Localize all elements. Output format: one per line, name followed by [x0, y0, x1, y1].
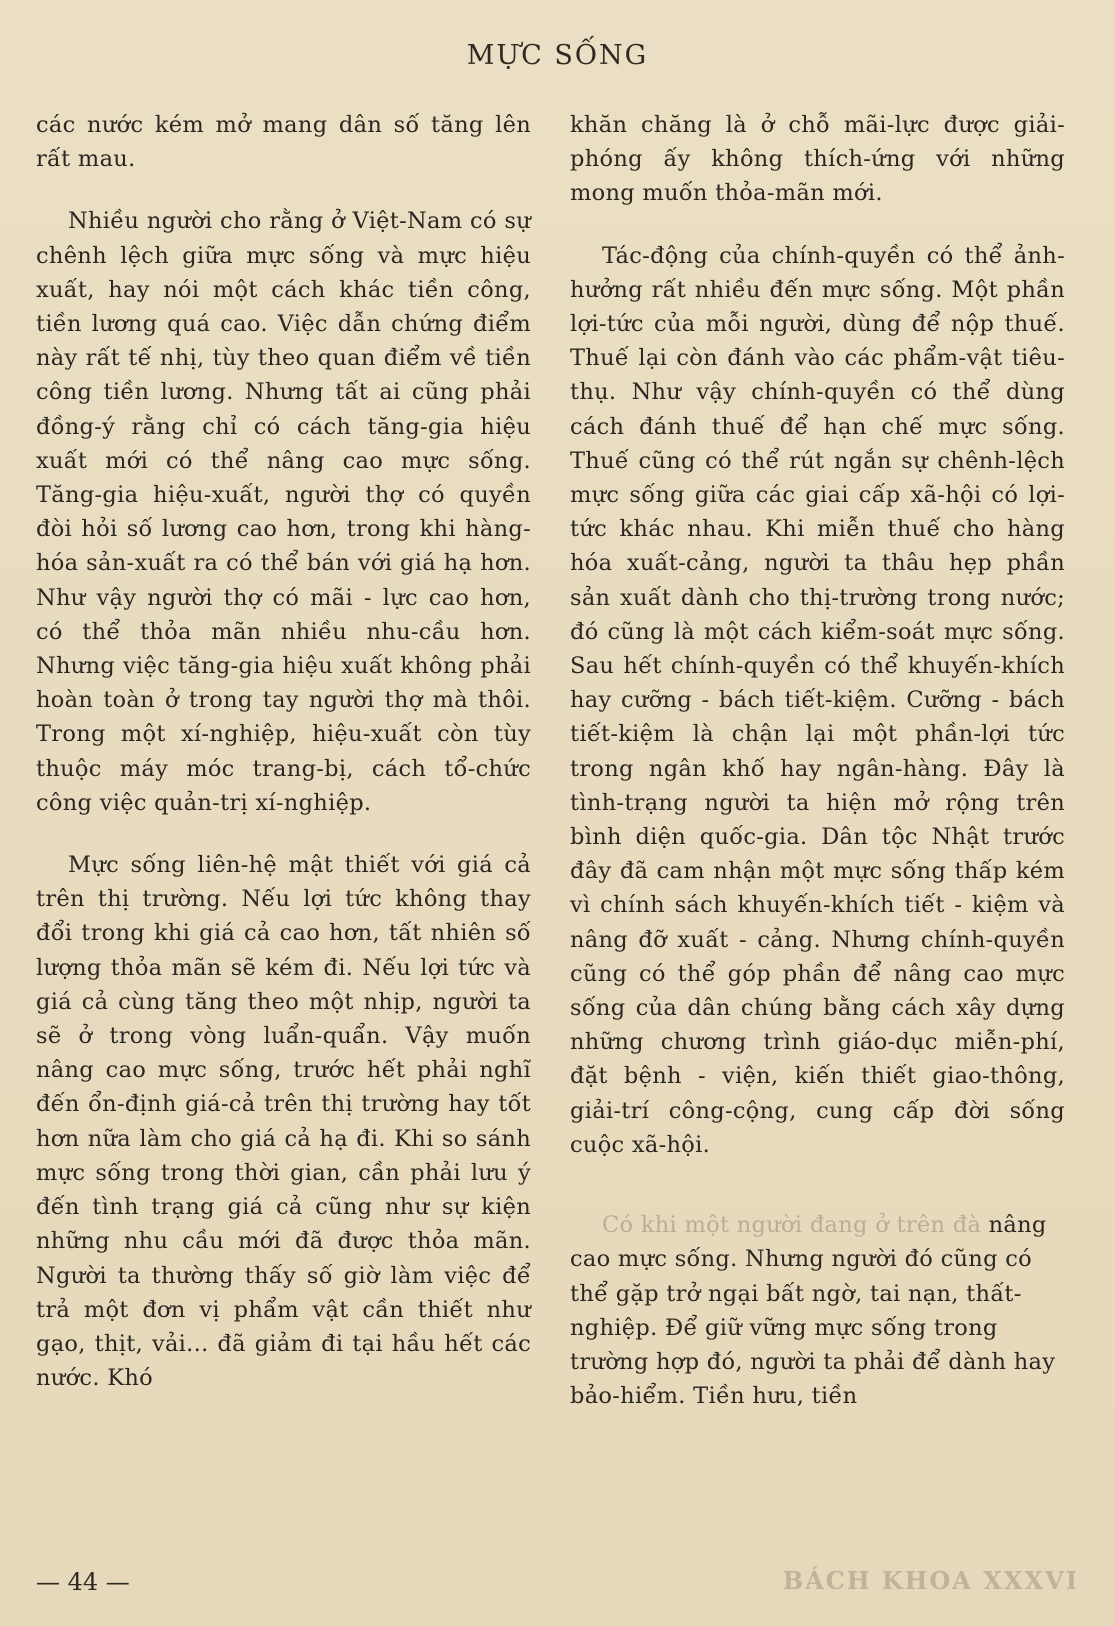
paragraph: Nhiều người cho rằng ở Việt-Nam có sự chênh lệch giữa mực sống và mực hiệu xuất, hay nói một cách khác tiền công, tiền lương quá cao. Việc dẫn chứng điểm này rất tế nhị, tùy theo quan điểm về tiền công tiền lương. Nhưng tất ai cũng phải đồng-ý rằng chỉ có cách tăng-gia hiệu xuất mới có thể nâng cao mực sống. Tăng-gia hiệu-xuất, người thợ có quyền đòi hỏi số lương cao hơn, trong khi hàng-hóa sản-xuất ra có thể bán với giá hạ hơn. Như vậy người thợ có mãi - lực cao hơn, có thể thỏa mãn nhiều nhu-cầu hơn. Nhưng việc tăng-gia hiệu xuất không phải hoàn toàn ở trong tay người thợ mà thôi. Trong một xí-nghiệp, hiệu-xuất còn tùy thuộc máy móc trang-bị, cách tổ-chức công việc quản-trị xí-nghiệp.: [36, 208, 531, 816]
page-number: — 44 —: [36, 1568, 130, 1596]
running-header: MỰC SỐNG: [466, 40, 649, 71]
paragraph-continued: khăn chăng là ở chỗ mãi-lực được giải-phóng ấy không thích-ứng với những mong muốn thỏa-mãn mới.: [570, 112, 1065, 207]
paragraph: Mực sống liên-hệ mật thiết với giá cả trên thị trường. Nếu lợi tức không thay đổi trong khi giá cả cao hơn, tất nhiên số lượng thỏa mãn sẽ kém đi. Nếu lợi tức và giá cả cùng tăng theo một nhịp, người ta sẽ ở trong vòng luẩn-quẩn. Vậy muốn nâng cao mực sống, trước hết phải nghĩ đến ổn-định giá-cả trên thị trường hay tốt hơn nữa làm cho giá cả hạ đi. Khi so sánh mực sống trong thời gian, cần phải lưu ý đến tình trạng giá cả cũng như sự kiện những nhu cầu mới đã được thỏa mãn. Người ta thường thấy số giờ làm việc để trả một đơn vị phẩm vật cần thiết như gạo, thịt, vải... đã giảm đi tại hầu hết các nước. Khó: [36, 852, 531, 1392]
paragraph: Tác-động của chính-quyền có thể ảnh-hưởng rất nhiều đến mực sống. Một phần lợi-tức của mỗi người, dùng để nộp thuế. Thuế lại còn đánh vào các phẩm-vật tiêu-thụ. Như vậy chính-quyền có thể dùng cách đánh thuế để hạn chế mực sống. Thuế cũng có thể rút ngắn sự chênh-lệch mực sống giữa các giai cấp xã-hội có lợi-tức khác nhau. Khi miễn thuế cho hàng hóa xuất-cảng, người ta thâu hẹp phần sản xuất dành cho thị-trường trong nước; đó cũng là một cách kiểm-soát mực sống. Sau hết chính-quyền có thể khuyến-khích hay cưỡng - bách tiết-kiệm. Cưỡng - bách tiết-kiệm là chận lại một phần-lợi tức trong ngân khố hay ngân-hàng. Đây là tình-trạng người ta hiện mở rộng trên bình diện quốc-gia. Dân tộc Nhật trước đây đã cam nhận một mực sống thấp kém vì chính sách khuyến-khích tiết - kiệm và nâng đỡ xuất - cảng. Nhưng chính-quyền cũng có thể góp phần để nâng cao mực sống của dân chúng bằng cách xây dựng những chương trình giáo-dục miễn-phí, đặt bệnh - viện, kiến thiết giao-thông, giải-trí công-cộng, cung cấp đời sống cuộc xã-hội.: [570, 242, 1065, 1158]
paragraph: Có khi một người đang ở trên đà nâng cao mực sống. Nhưng người đó cũng có thể gặp trở ngại bất ngờ, tai nạn, thất-nghiệp. Để giữ vững mực sống trong trường hợp đó, người ta phải để dành hay bảo-hiểm. Tiền hưu, tiền: [570, 1212, 1056, 1410]
footer-magazine-title: BÁCH KHOA XXXVI: [782, 1566, 1079, 1595]
left-column: [36, 108, 531, 1395]
faded-text: Có khi một người đang ở trên đà: [602, 1212, 982, 1239]
paragraph-continued: các nước kém mở mang dân số tăng lên rất mau.: [36, 112, 531, 173]
right-column: [570, 108, 1065, 1413]
